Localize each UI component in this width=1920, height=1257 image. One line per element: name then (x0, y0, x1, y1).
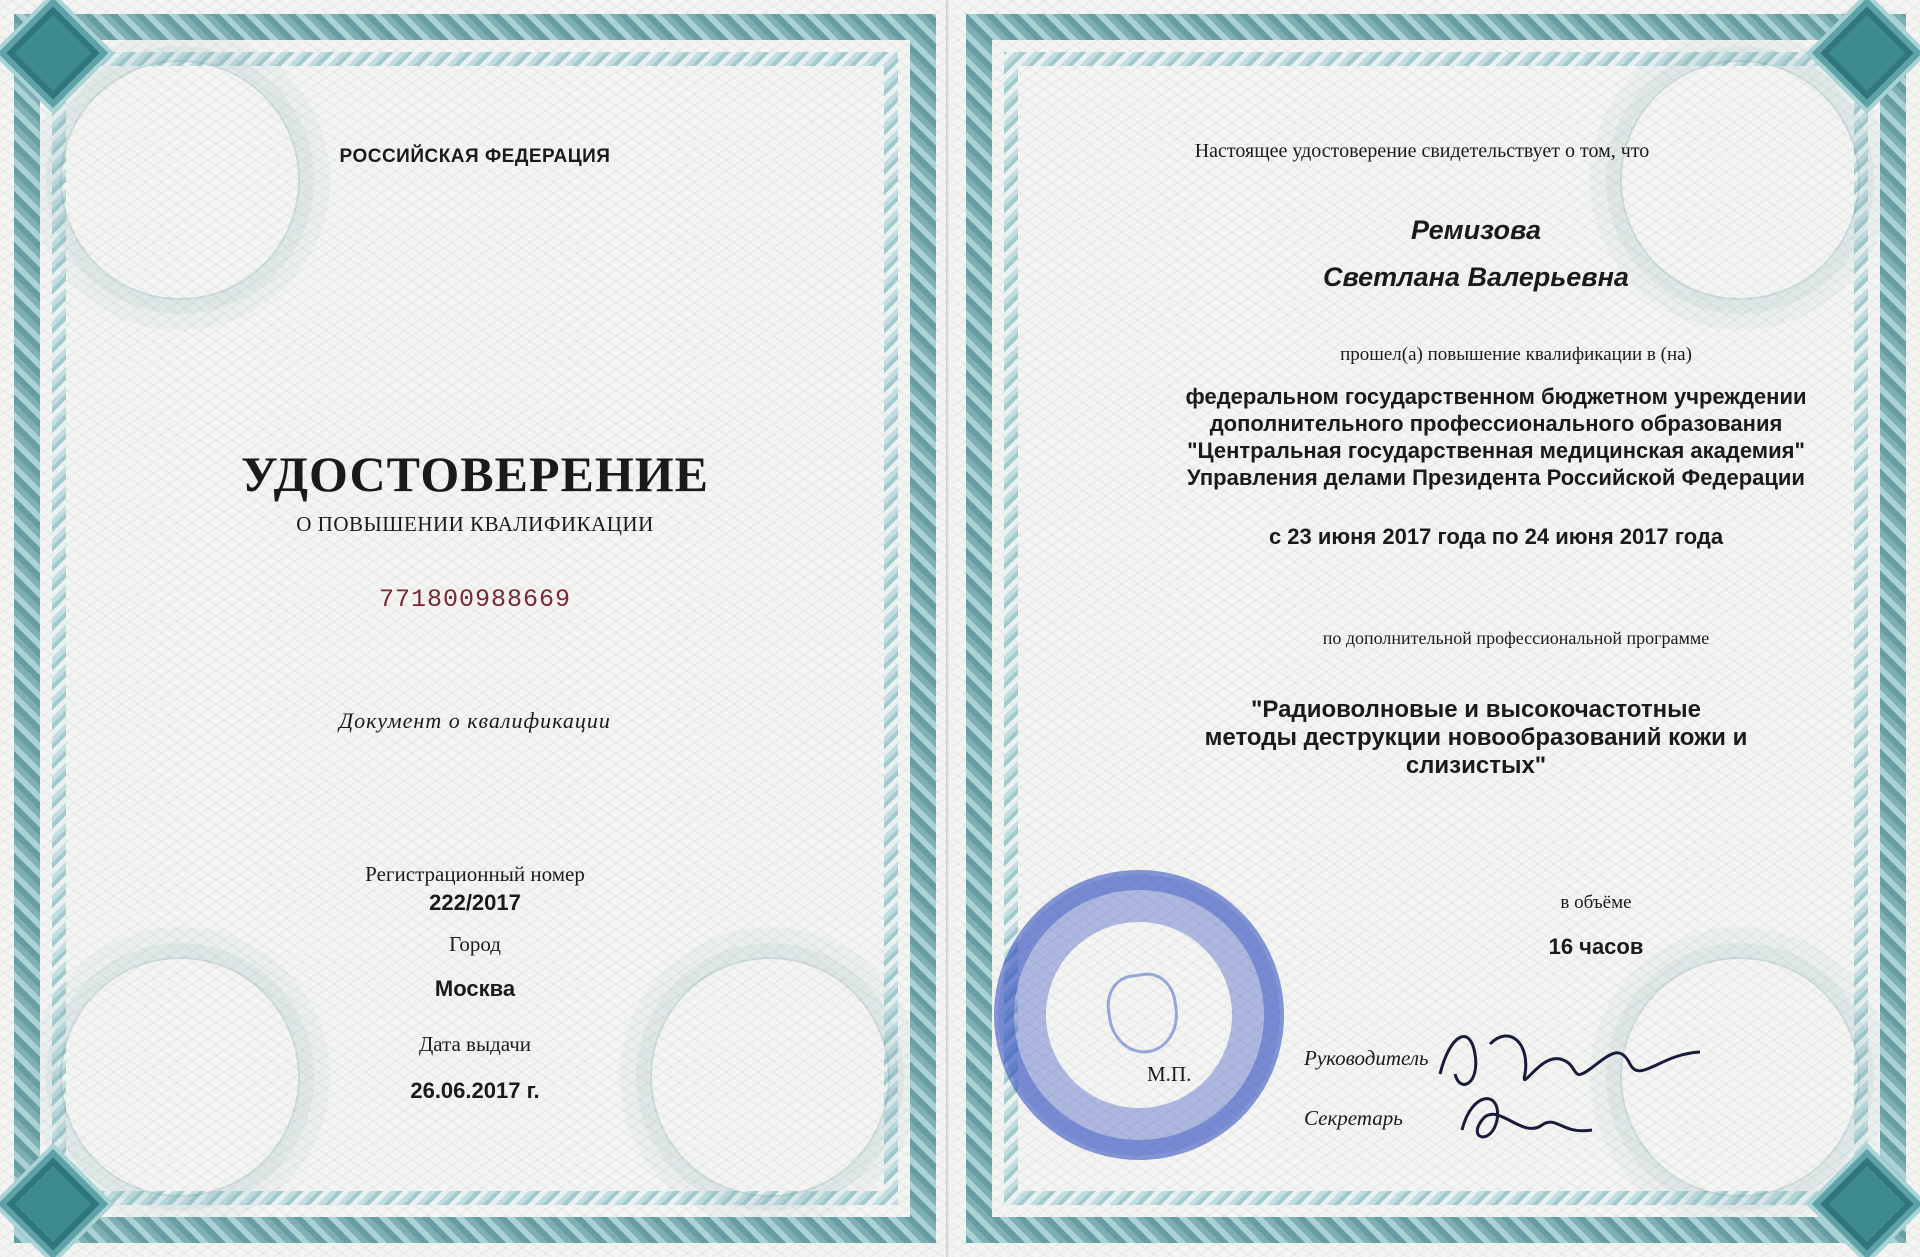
registration-number: 222/2017 (429, 890, 521, 915)
certificate-right-page (952, 0, 1920, 1257)
program-line: "Радиоволновые и высокочастотные (1251, 696, 1701, 723)
ornament (60, 60, 300, 300)
secretary-signature-label: Секретарь (1304, 1106, 1403, 1130)
certificate-title: УДОСТОВЕРЕНИЕ (241, 446, 709, 502)
passed-text: прошел(а) повышение квалификации в (на) (1340, 344, 1692, 365)
secretary-signature (1442, 1080, 1602, 1160)
document-kind: Документ о квалификации (339, 708, 611, 733)
holder-given-names: Светлана Валерьевна (1323, 262, 1629, 292)
head-signature-label: Руководитель (1304, 1046, 1429, 1070)
country-name: РОССИЙСКАЯ ФЕДЕРАЦИЯ (339, 146, 611, 167)
volume-hours: 16 часов (1548, 934, 1644, 959)
city-value: Москва (434, 976, 516, 1001)
city-label: Город (449, 932, 501, 956)
organization-line: федеральном государственном бюджетном учреждении (1185, 384, 1807, 409)
program-label: по дополнительной профессиональной программе (1322, 628, 1710, 648)
intro-text: Настоящее удостоверение свидетельствует о том, что (1194, 140, 1650, 162)
program-line: методы деструкции новообразований кожи и (1204, 724, 1748, 751)
issue-date: 26.06.2017 г. (410, 1078, 540, 1103)
program-title (992, 696, 1920, 780)
volume-label: в объёме (1560, 892, 1632, 913)
organization-line: "Центральная государственная медицинская академия" (1187, 438, 1805, 463)
organization-name (1012, 383, 1920, 491)
stamp-place-label: М.П. (1147, 1062, 1192, 1086)
holder-surname: Ремизова (1410, 215, 1542, 245)
certificate-number: 771800988669 (378, 585, 572, 614)
issue-date-label: Дата выдачи (418, 1032, 532, 1056)
coat-of-arms-icon (1103, 969, 1183, 1058)
registration-label: Регистрационный номер (365, 862, 585, 886)
organization-line: дополнительного профессионального образования (1209, 411, 1783, 436)
certificate-subtitle: О ПОВЫШЕНИИ КВАЛИФИКАЦИИ (296, 512, 654, 536)
program-line: слизистых" (1405, 752, 1547, 779)
certificate-left-page (0, 0, 950, 1257)
organization-line: Управления делами Президента Российской Федерации (1187, 465, 1805, 490)
training-period: с 23 июня 2017 года по 24 июня 2017 года (1268, 524, 1724, 549)
